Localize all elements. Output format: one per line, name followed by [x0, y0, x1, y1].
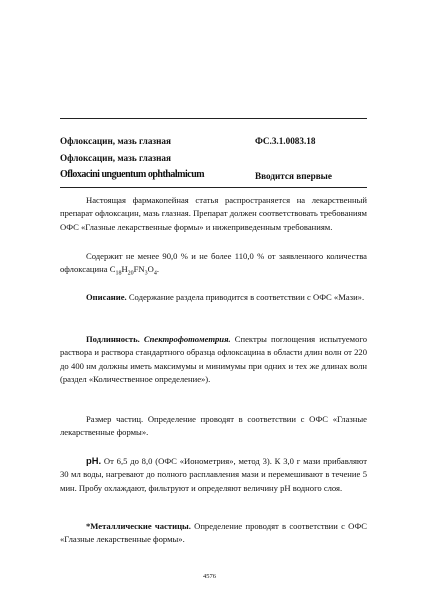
- content-paragraph: [60, 250, 367, 277]
- particle-size-paragraph: Размер частиц. Определение проводят в соответствии с ОФС «Глазные лекарственные формы».: [60, 414, 367, 438]
- formula-end: .: [156, 264, 160, 275]
- formula-fn: FN: [133, 264, 145, 275]
- status-note: Вводится впервые: [255, 171, 332, 181]
- ph-paragraph: [60, 454, 367, 495]
- metal-particles-text: Определение проводят в соответствии с ОФС «Глазные лекарственные формы».: [60, 521, 367, 545]
- identity-label: Подлинность.: [86, 334, 140, 344]
- formula-o-index: 4: [153, 271, 157, 278]
- description-paragraph: [60, 291, 367, 304]
- content-text: Содержит не менее 90,0 % и не более 110,0 % от заявленного количества офлоксацина C: [60, 251, 367, 275]
- metal-particles-label: *Металлические частицы.: [86, 521, 191, 531]
- header-rule-top: [60, 118, 367, 119]
- formula-n-index: 3: [144, 271, 148, 278]
- description-text: Содержание раздела приводится в соответствии с ОФС «Мази».: [126, 292, 365, 302]
- identity-paragraph: [60, 333, 367, 387]
- page-number: 4576: [203, 573, 216, 580]
- monograph-code: ФС.3.1.0083.18: [255, 136, 316, 146]
- formula-c-index: 18: [115, 271, 122, 278]
- identity-text: Спектры поглощения испытуемого раствора и раствора стандартного образца офлоксацина в области длин волн от 220 до 400 нм должны иметь максимумы и минимумы при одних и тех же длинах волн (раздел «Количественное определение»).: [60, 334, 367, 385]
- formula-h-index: 20: [127, 271, 134, 278]
- monograph-title-repeat: Офлоксацин, мазь глазная: [60, 153, 171, 163]
- monograph-title: Офлоксацин, мазь глазная: [60, 136, 171, 146]
- metal-particles-paragraph: [60, 520, 367, 547]
- formula-h: H: [121, 264, 128, 275]
- formula-o: O: [147, 264, 154, 275]
- ph-text: От 6,5 до 8,0 (ОФС «Ионометрия», метод 3). К 3,0 г мази прибавляют 30 мл воды, нагревают до полного расплавления мази и перемешивают в течение 5 мин. Пробу охлаждают, фильтруют и определяют величину pH водного слоя.: [60, 456, 367, 493]
- identity-method: Спектрофотометрия.: [143, 334, 231, 344]
- intro-paragraph: Настоящая фармакопейная статья распространяется на лекарственный препарат офлоксацин, мазь глазная. Препарат должен соответствовать требованиям ОФС «Глазные лекарственные формы» и нижеприведенным требованиям.: [60, 195, 367, 232]
- header-rule-bottom: [60, 187, 367, 188]
- ph-label: pH.: [86, 455, 102, 466]
- monograph-latin-title: Ofloxacini unguentum ophthalmicum: [60, 169, 205, 180]
- description-label: Описание.: [86, 292, 127, 302]
